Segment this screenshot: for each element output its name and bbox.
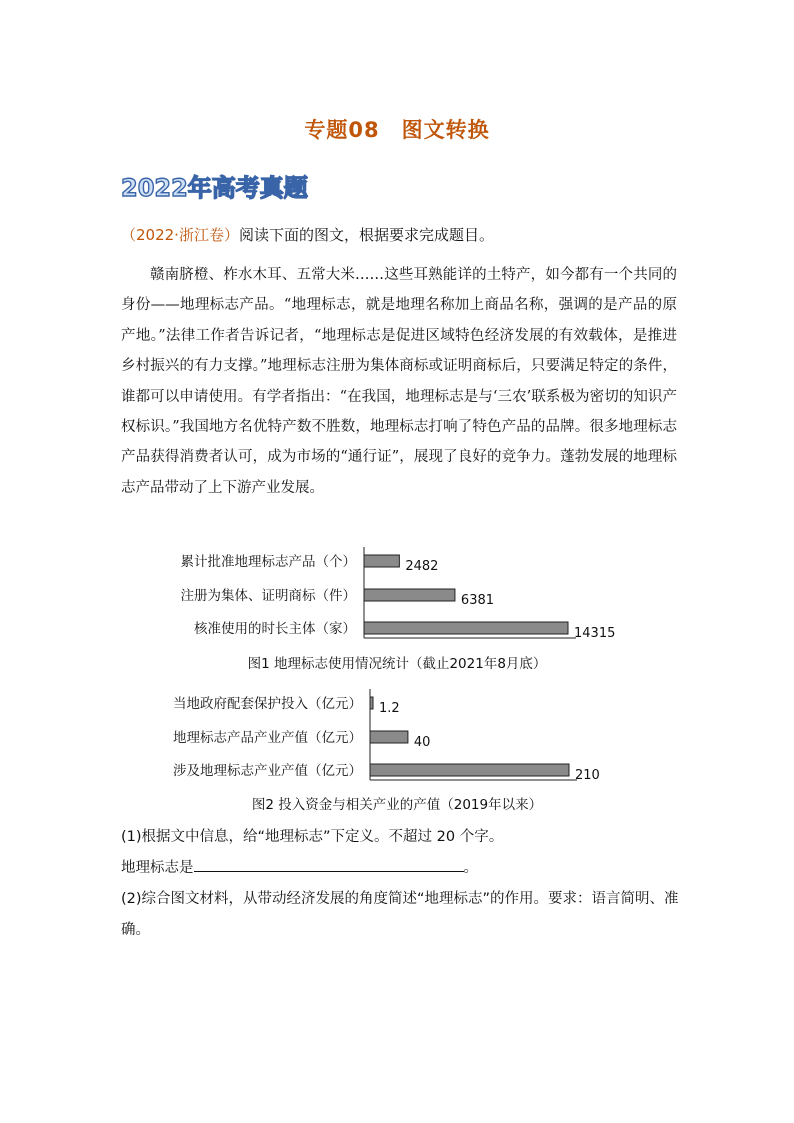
chart-1-value-label: 2482	[405, 559, 439, 574]
chart-2-value-label: 1.2	[379, 701, 400, 716]
passage-paragraph: 赣南脐橙、柞水木耳、五常大米……这些耳熟能详的土特产，如今都有一个共同的身份——地理标志产品。“地理标志，就是地理名称加上商品名称，强调的是产品的原产地。”法律工作者告诉记者，“地理标志是促进区域特色经济发展的有效载体，是推进乡村振兴的有力支撑。”地理标志注册为集体商标或证明商标后，只要满足特定的条件，谁都可以申请使用。有学者指出：“在我国，地理标志是与‘三农’联系极为密切的知识产权标识。”我国地方名优特产数不胜数，地理标志打响了特色产品的品牌。很多地理标志产品获得消费者认可，成为市场的“通行证”，展现了良好的竞争力。蓬勃发展的地理标志产品带动了上下游产业发展。	[121, 267, 677, 496]
question-source: （2022·浙江卷）	[121, 226, 239, 244]
chart-1-svg	[0, 540, 794, 676]
chart-2-bar	[370, 764, 569, 776]
chart-1-value-label: 14315	[574, 626, 616, 641]
chart-1-title: 图1 地理标志使用情况统计（截止2021年8月底）	[247, 656, 547, 672]
chart-1-bar	[364, 555, 399, 567]
reading-passage	[121, 260, 677, 503]
question-2	[121, 884, 681, 946]
chart-2-title: 图2 投入资金与相关产业的产值（2019年以来）	[251, 797, 543, 813]
chart-2-category-label: 涉及地理标志产业产值（亿元）	[173, 763, 362, 779]
question-instruction: 阅读下面的图文，根据要求完成题目。	[238, 226, 494, 244]
chart-2-category-label: 当地政府配套保护投入（亿元）	[173, 696, 362, 712]
question-intro	[121, 224, 494, 245]
question-2-text: (2)综合图文材料，从带动经济发展的角度简述“地理标志”的作用。要求：语言简明、准确。	[121, 891, 679, 938]
page-title: 专题08 图文转换	[304, 118, 490, 142]
chart-1-bar	[364, 589, 455, 601]
section-heading: 2022年高考真题	[121, 174, 308, 202]
chart-1-bar	[364, 622, 568, 634]
answer-suffix: 。	[463, 860, 478, 876]
answer-prefix: 地理标志是	[121, 860, 194, 876]
question-1-answer-line	[121, 853, 681, 884]
chart-1-value-label: 6381	[460, 593, 495, 608]
answer-blank[interactable]	[194, 855, 464, 872]
chart-figure-2	[0, 680, 794, 816]
question-1-text: (1)根据文中信息，给“地理标志”下定义。不超过 20 个字。	[121, 829, 504, 845]
question-1	[121, 822, 681, 884]
chart-2-category-label: 地理标志产品产业产值（亿元）	[173, 730, 362, 746]
chart-1-category-label: 核准使用的时长主体（家）	[194, 621, 356, 637]
chart-2-svg	[0, 680, 794, 816]
chart-2-value-label: 40	[413, 735, 431, 750]
chart-2-value-label: 210	[575, 768, 600, 783]
chart-1-category-label: 累计批准地理标志产品（个）	[180, 554, 356, 570]
chart-figure-1	[0, 540, 794, 676]
chart-1-category-label: 注册为集体、证明商标（件）	[180, 588, 356, 604]
chart-2-bar	[370, 731, 408, 743]
